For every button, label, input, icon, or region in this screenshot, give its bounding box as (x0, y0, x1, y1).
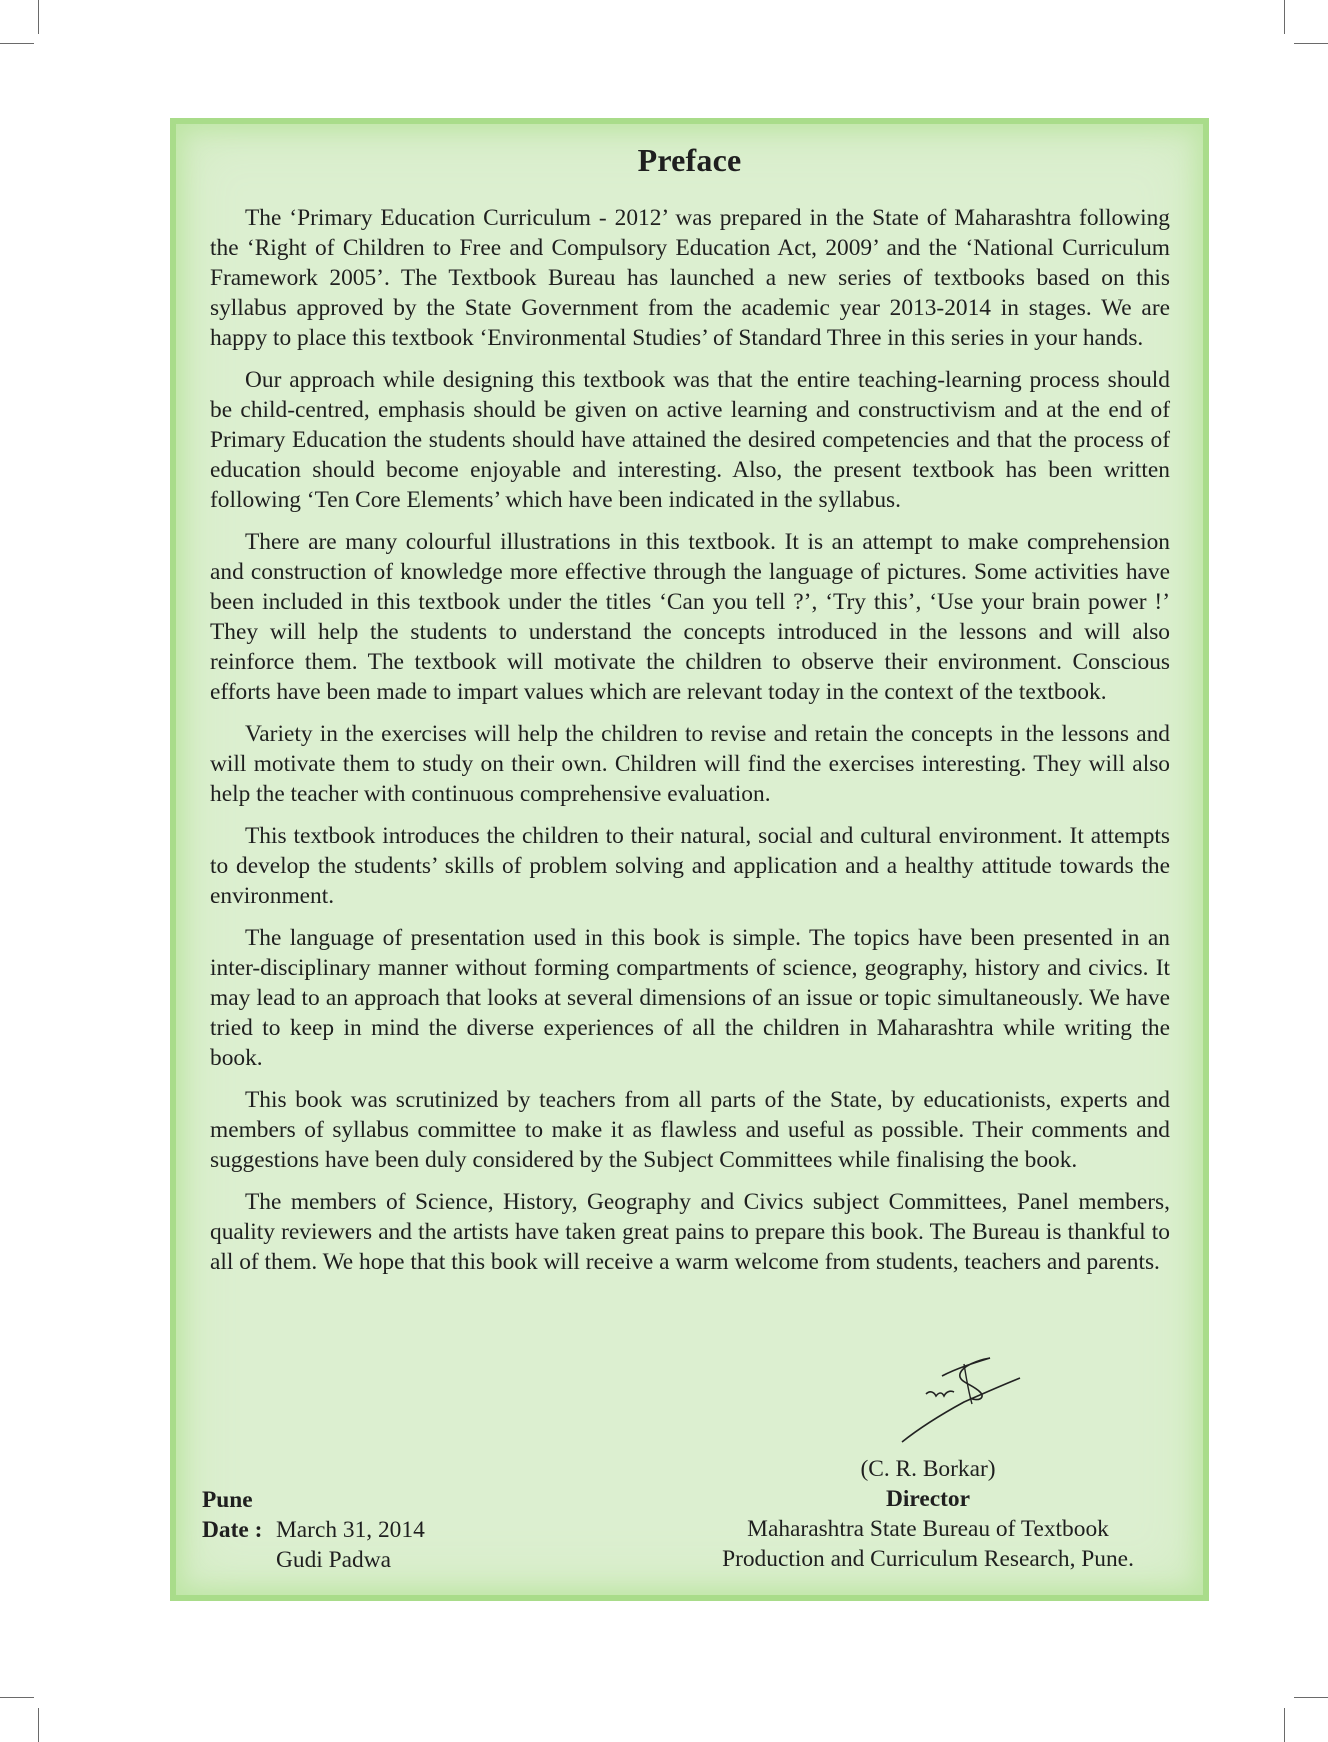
signatory-block (693, 1454, 1163, 1574)
paragraph: The members of Science, History, Geography and Civics subject Committees, Panel members, quality reviewers and the artists have taken great pains to prepare this book. The Bureau is thankful to all of them. We hope that this book will receive a warm welcome from students, teachers and parents. (210, 1189, 1170, 1275)
page-title: Preface (637, 142, 742, 178)
crop-mark (1284, 0, 1285, 34)
preface-panel (170, 118, 1209, 1601)
place-city: Pune (202, 1487, 253, 1513)
paragraph: Our approach while designing this textbook was that the entire teaching-learning process should be child-centred, emphasis should be given on active learning and constructivism and at the end of Primary Education the students should have attained the desired competencies and that the process of education should become enjoyable and interesting. Also, the present textbook has been written following ‘Ten Core Elements’ which have been indicated in the syllabus. (210, 367, 1170, 513)
organization-line: Production and Curriculum Research, Pune. (722, 1546, 1134, 1572)
date-value: March 31, 2014 (276, 1517, 425, 1543)
crop-mark (1294, 1697, 1328, 1698)
handwritten-signature (882, 1346, 1032, 1446)
crop-mark (1294, 43, 1328, 44)
paragraph: Variety in the exercises will help the children to revise and retain the concepts in the lessons and will motivate them to study on their own. Children will find the exercises interesting. They will also help the teacher with continuous comprehensive evaluation. (210, 721, 1170, 807)
crop-mark (38, 1708, 39, 1742)
signatory-designation: Director (886, 1486, 970, 1512)
crop-mark (0, 43, 34, 44)
organization-line: Maharashtra State Bureau of Textbook (747, 1516, 1109, 1542)
crop-mark (38, 0, 39, 34)
preface-body (210, 203, 1170, 1289)
paragraph: This textbook introduces the children to their natural, social and cultural environment. It attempts to develop the students’ skills of problem solving and application and a healthy attitude towards the environment. (210, 823, 1170, 909)
date-label: Date : (202, 1517, 263, 1543)
occasion: Gudi Padwa (276, 1547, 391, 1573)
signatory-name: (C. R. Borkar) (860, 1456, 996, 1482)
paragraph: This book was scrutinized by teachers from all parts of the State, by educationists, experts and members of syllabus committee to make it as flawless and useful as possible. Their comments and suggestions have been duly considered by the Subject Committees while finalising the book. (210, 1087, 1170, 1173)
paragraph: There are many colourful illustrations in this textbook. It is an attempt to make comprehension and construction of knowledge more effective through the language of pictures. Some activities have been included in this textbook under the titles ‘Can you tell ?’, ‘Try this’, ‘Use your brain power !’ They will help the students to understand the concepts introduced in the lessons and will also reinforce them. The textbook will motivate the children to observe their environment. Conscious efforts have been made to impart values which are relevant today in the context of the textbook. (210, 529, 1170, 705)
crop-mark (1284, 1708, 1285, 1742)
paragraph: The language of presentation used in this book is simple. The topics have been presented in an inter-disciplinary manner without forming compartments of science, geography, history and civics. It may lead to an approach that looks at several dimensions of an issue or topic simultaneously. We have tried to keep in mind the diverse experiences of all the children in Maharashtra while writing the book. (210, 925, 1170, 1071)
crop-mark (0, 1697, 34, 1698)
paragraph: The ‘Primary Education Curriculum - 2012’ was prepared in the State of Maharashtra following the ‘Right of Children to Free and Compulsory Education Act, 2009’ and the ‘National Curriculum Framework 2005’. The Textbook Bureau has launched a new series of textbooks based on this syllabus approved by the State Government from the academic year 2013-2014 in stages. We are happy to place this textbook ‘Environmental Studies’ of Standard Three in this series in your hands. (210, 205, 1170, 351)
place-date-block (202, 1485, 425, 1575)
